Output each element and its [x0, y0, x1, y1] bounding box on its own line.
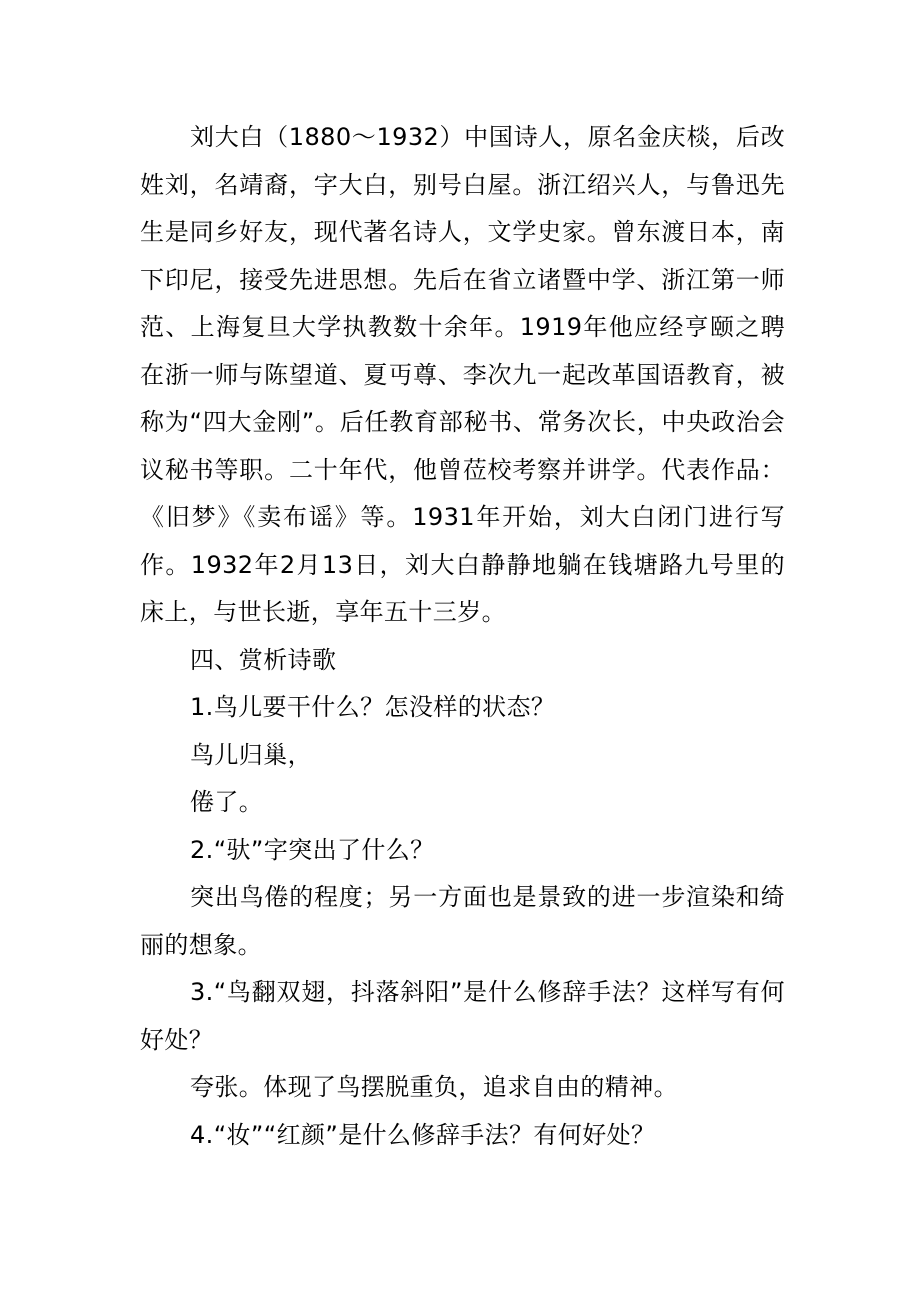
answer-3: 夸张。体现了鸟摆脱重负，追求自由的精神。	[190, 1073, 678, 1101]
section-heading-appreciate-poem: 四、赏析诗歌	[190, 645, 337, 674]
question-1: 1.鸟儿要干什么？怎没样的状态？	[190, 693, 556, 721]
answer-2: 突出鸟倦的程度；另一方面也是景致的进一步渲染和绮丽的想象。	[140, 883, 785, 959]
paragraph-author-biography: 刘大白（1880～1932）中国诗人，原名金庆棪，后改姓刘，名靖裔，字大白，别号白屋。浙江绍兴人，与鲁迅先生是同乡好友，现代著名诗人，文学史家。曾东渡日本，南下印尼，接受先进思想。先后在省立诸暨中学、浙江第一师范、上海复旦大学执教数十余年。1919年他应经亨颐之聘在浙一师与陈望道、夏丏尊、李次九一起改革国语教育，被称为“四大金刚”。后任教育部秘书、常务次长，中央政治会议秘书等职。二十年代，他曾莅校考察并讲学。代表作品：《旧梦》《卖布谣》等。1931年开始，刘大白闭门进行写作。1932年2月13日，刘大白静静地躺在钱塘路九号里的床上，与世长逝，享年五十三岁。	[140, 123, 785, 626]
question-3: 3.“鸟翻双翅，抖落斜阳”是什么修辞手法？这样写有何好处？	[140, 978, 785, 1054]
question-4: 4.“妆”“红颜”是什么修辞手法？有何好处？	[190, 1120, 656, 1149]
question-2: 2.“驮”字突出了什么？	[190, 835, 435, 864]
answer-1-line-2: 倦了。	[190, 788, 264, 816]
answer-1-line-1: 鸟儿归巢，	[190, 740, 312, 769]
document-body	[140, 114, 785, 1159]
